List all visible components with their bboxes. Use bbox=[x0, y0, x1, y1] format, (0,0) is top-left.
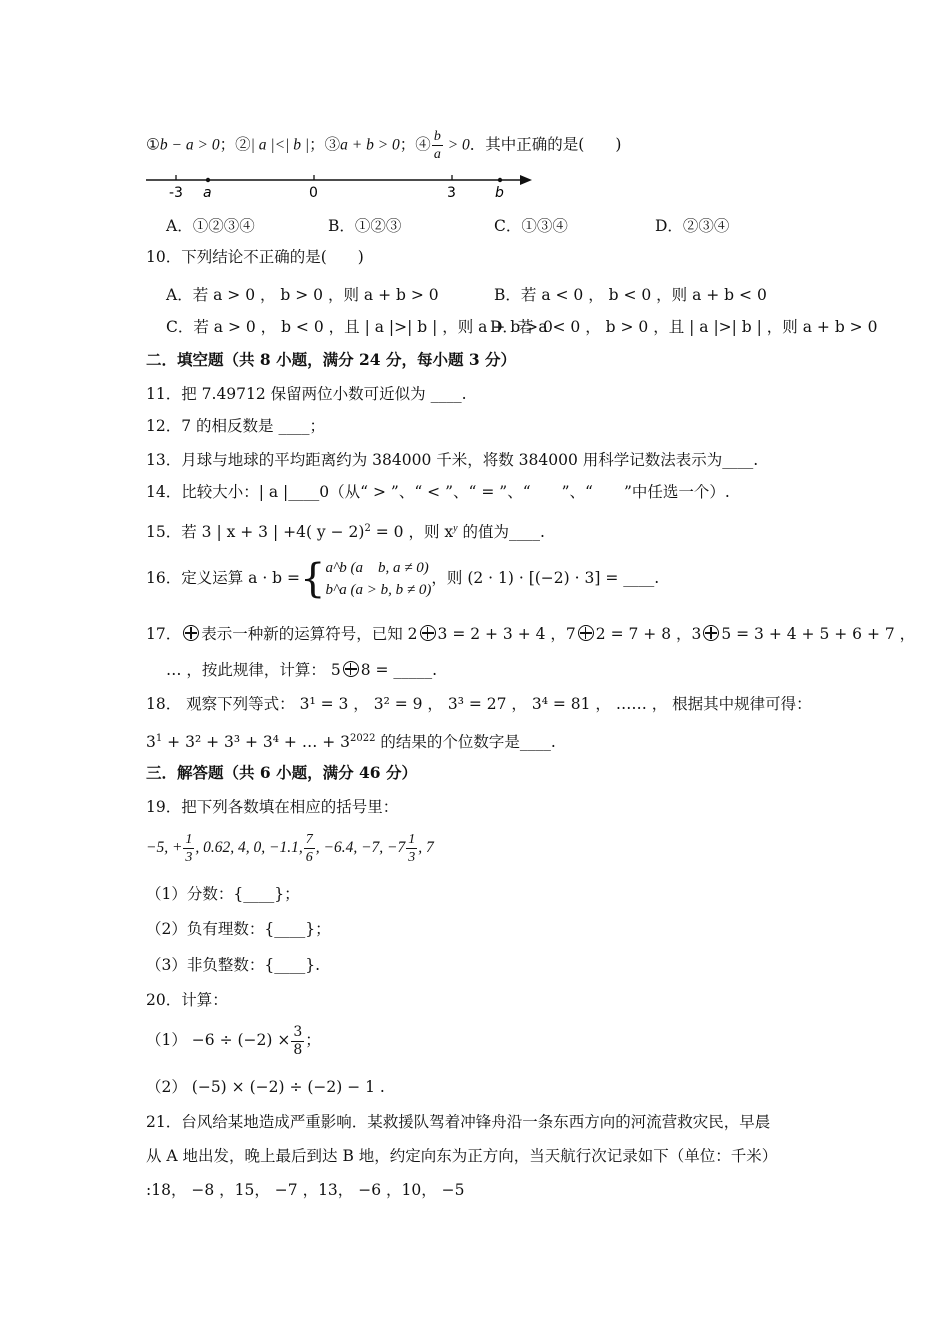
q18-line2: $3^1 + 3^2 + 3^3 + 3^4$ + … + $3^{2022}$ 的结果的个位数字是____. bbox=[146, 733, 556, 752]
q9-option-a: A．①②③④ bbox=[166, 217, 255, 235]
circled-plus-icon bbox=[703, 625, 719, 641]
section-heading-solve: 三．解答题（共 6 小题，满分 46 分） bbox=[146, 763, 417, 782]
point-label-b: b bbox=[495, 185, 504, 201]
q14: 14．比较大小：| a |____0（从“ > ”、“ < ”、“ = ”、“ ”、“ ”中任选一个）. bbox=[146, 483, 730, 501]
q9-option-c: C．①③④ bbox=[494, 217, 568, 235]
fraction-b-over-a: $\frac{b}{a}$ bbox=[433, 129, 441, 162]
circled-plus-icon bbox=[578, 625, 594, 641]
q12: 12．7 的相反数是 ____； bbox=[146, 417, 325, 435]
q10-option-b: B．若 a < 0 ， b < 0 ，则 a + b < 0 bbox=[494, 286, 767, 304]
q13: 13．月球与地球的平均距离约为 384000 千米，将数 384000 用科学记数法表示为____. bbox=[146, 451, 759, 469]
point-label-a: a bbox=[203, 185, 212, 201]
q9-option-d: D．②③④ bbox=[655, 217, 730, 235]
q18-line1: 18． 观察下列等式： 3¹ = 3 ， 3² = 9 ， 3³ = 27 ， 3⁴ = 81 ， …… ， 根据其中规律可得： bbox=[146, 695, 812, 713]
q21-line3: :18， −8 ，15， −7 ，13， −6 ，10， −5 bbox=[146, 1181, 465, 1199]
q9-statements: ①b − a > 0；②| a |<| b |；③a + b > 0；④ $\frac{b}{a}$ > 0．其中正确的是( ) bbox=[146, 129, 622, 162]
q20-part2: （2） (−5) × (−2) ÷ (−2) − 1 . bbox=[146, 1078, 385, 1096]
q16: 16．定义运算 a · b ={ a^b (a b, a ≠ 0) b^a (a > b, b ≠ 0) ，则 (2 · 1) · [(−2) · 3] = ____. bbox=[146, 556, 660, 602]
q17-line1: 17． 表示一种新的运算符号，已知 2 3 = 2 + 3 + 4 ，7 2 = 7 + 8 ，3 5 = 3 + 4 + 5 + 6 + 7 ， bbox=[146, 625, 916, 643]
tick-label-neg3: -3 bbox=[169, 185, 183, 201]
piecewise-cases: a^b (a b, a ≠ 0) b^a (a > b, b ≠ 0) bbox=[325, 560, 432, 598]
q21-line1: 21．台风给某地造成严重影响．某救援队驾着冲锋舟沿一条东西方向的河流营救灾民，早晨 bbox=[146, 1113, 771, 1131]
circled-plus-icon bbox=[183, 625, 199, 641]
tick-label-0: 0 bbox=[309, 185, 318, 201]
number-line bbox=[146, 168, 546, 202]
tick-label-3: 3 bbox=[447, 185, 456, 201]
q10-stem: 10．下列结论不正确的是( ) bbox=[146, 248, 364, 266]
circled-plus-icon bbox=[420, 625, 436, 641]
section-heading-fill-in: 二．填空题（共 8 小题，满分 24 分，每小题 3 分） bbox=[146, 350, 517, 369]
q19-numbers: −5, + $\frac{1}{3}$ , 0.62, 4, 0, −1.1, $\frac{7}{6}$ , −6.4, −7, −7 $\frac{1}{3}$ , 7 bbox=[146, 831, 434, 865]
q20-part1: （1） −6 ÷ (−2) × $\frac{3}{8}$ ； bbox=[146, 1023, 321, 1058]
q11: 11．把 7.49712 保留两位小数可近似为 ____. bbox=[146, 385, 467, 403]
q19-part3: （3）非负整数：{____}. bbox=[146, 956, 321, 974]
q15: 15．若 3 | x + 3 | +4( y − 2)$^2$ = 0 ，则 $x^y$ 的值为____. bbox=[146, 523, 545, 542]
q10-option-a: A．若 a > 0 ， b > 0 ，则 a + b > 0 bbox=[166, 286, 439, 304]
q21-line2: 从 A 地出发，晚上最后到达 B 地，约定向东为正方向，当天航行次记录如下（单位：千米） bbox=[146, 1147, 778, 1165]
q19-stem: 19．把下列各数填在相应的括号里： bbox=[146, 798, 399, 816]
q17-line2: … ，按此规律，计算： 5 8 = _____. bbox=[166, 661, 438, 679]
q19-part1: （1）分数：{____}； bbox=[146, 885, 300, 903]
q10-option-d: D．若 a < 0 ， b > 0 ，且 | a |>| b | ，则 a + b > 0 bbox=[490, 318, 878, 336]
q19-part2: （2）负有理数：{____}； bbox=[146, 920, 331, 938]
circled-plus-icon bbox=[343, 661, 359, 677]
q9-option-b: B．①②③ bbox=[328, 217, 402, 235]
left-brace: { bbox=[300, 556, 326, 602]
q10-option-c: C．若 a > 0 ， b < 0 ，且 | a |>| b | ，则 a + b > 0 bbox=[166, 318, 553, 336]
q20-stem: 20．计算： bbox=[146, 991, 228, 1009]
